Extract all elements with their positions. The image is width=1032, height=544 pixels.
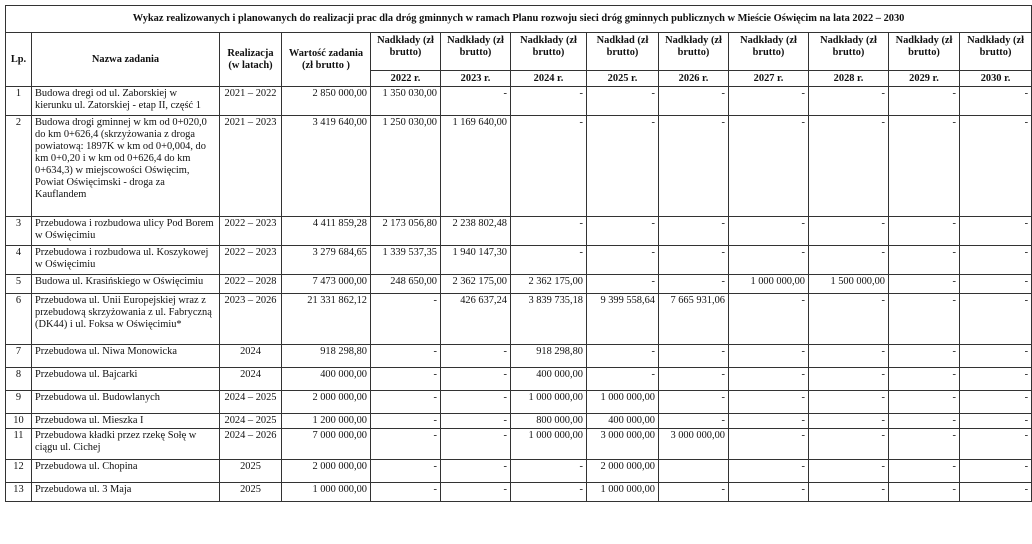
row-year-amount: - — [809, 414, 889, 429]
row-year-amount: - — [889, 294, 960, 345]
table-row — [6, 414, 1032, 429]
header-year: 2029 r. — [889, 70, 959, 86]
row-year-amount: - — [729, 294, 809, 345]
table-row — [6, 483, 1032, 502]
row-lp: 12 — [6, 460, 32, 483]
row-year-amount: - — [729, 414, 809, 429]
row-task-name: Przebudowa ul. Budowlanych — [32, 391, 220, 414]
row-year-amount: - — [809, 345, 889, 368]
row-year-amount: - — [659, 246, 729, 275]
row-realization-years: 2023 – 2026 — [220, 294, 282, 345]
row-task-name: Przebudowa ul. Bajcarki — [32, 368, 220, 391]
row-year-amount: 7 665 931,06 — [659, 294, 729, 345]
row-realization-years: 2024 – 2025 — [220, 414, 282, 429]
row-year-amount: - — [371, 429, 441, 460]
row-year-amount: - — [511, 246, 587, 275]
row-year-amount: - — [371, 460, 441, 483]
row-year-amount: - — [960, 414, 1032, 429]
table-row — [6, 87, 1032, 116]
row-year-amount: - — [659, 116, 729, 217]
row-year-amount: - — [960, 275, 1032, 294]
row-year-amount: - — [659, 483, 729, 502]
row-task-value: 3 279 684,65 — [282, 246, 371, 275]
table-row — [6, 246, 1032, 275]
header-year: 2027 r. — [729, 70, 808, 86]
row-year-amount: 1 000 000,00 — [587, 483, 659, 502]
row-task-name: Budowa ul. Krasińskiego w Oświęcimiu — [32, 275, 220, 294]
row-year-amount: - — [809, 87, 889, 116]
header-year-label: Nadkłady (zł brutto) — [820, 35, 877, 58]
header-year: 2028 r. — [809, 70, 888, 86]
row-year-amount: - — [659, 87, 729, 116]
row-year-amount: 1 000 000,00 — [729, 275, 809, 294]
row-year-amount: - — [960, 87, 1032, 116]
row-year-amount: - — [809, 116, 889, 217]
row-year-amount: - — [441, 460, 511, 483]
row-lp: 9 — [6, 391, 32, 414]
table-row — [6, 116, 1032, 217]
row-year-amount: 2 173 056,80 — [371, 217, 441, 246]
row-year-amount: 2 362 175,00 — [511, 275, 587, 294]
row-year-amount: - — [809, 368, 889, 391]
row-year-amount: - — [587, 246, 659, 275]
header-row — [6, 33, 1032, 87]
row-year-amount: - — [960, 460, 1032, 483]
row-year-amount: - — [889, 483, 960, 502]
row-year-amount: - — [587, 217, 659, 246]
row-year-amount: - — [889, 460, 960, 483]
header-nazwa: Nazwa zadania — [32, 33, 220, 87]
table-title: Wykaz realizowanych i planowanych do realizacji prac dla dróg gminnych w ramach Planu rozwoju sieci dróg gminnych publicznych w Mieście Oświęcim na lata 2022 – 2030 — [6, 6, 1032, 33]
row-year-amount: - — [889, 414, 960, 429]
row-realization-years: 2024 – 2025 — [220, 391, 282, 414]
row-year-amount: - — [659, 217, 729, 246]
header-year-label: Nadkłady (zł brutto) — [740, 35, 797, 58]
header-year-label: Nadkłady (zł brutto) — [447, 35, 504, 58]
row-year-amount: - — [441, 87, 511, 116]
row-year-amount: - — [960, 294, 1032, 345]
row-year-amount: 1 000 000,00 — [511, 429, 587, 460]
row-task-value: 2 850 000,00 — [282, 87, 371, 116]
row-lp: 4 — [6, 246, 32, 275]
row-year-amount: - — [511, 87, 587, 116]
row-year-amount: - — [659, 368, 729, 391]
row-task-value: 1 000 000,00 — [282, 483, 371, 502]
row-task-value: 400 000,00 — [282, 368, 371, 391]
row-task-value: 7 473 000,00 — [282, 275, 371, 294]
row-year-amount: - — [889, 368, 960, 391]
row-year-amount: - — [729, 391, 809, 414]
header-year-2030 — [960, 33, 1032, 87]
header-realizacja: Realizacja (w latach) — [220, 33, 282, 87]
header-year: 2022 r. — [371, 70, 440, 86]
row-year-amount: - — [889, 246, 960, 275]
row-year-amount: 1 250 030,00 — [371, 116, 441, 217]
roads-plan-table — [5, 5, 1032, 502]
header-wartosc: Wartość zadania (zł brutto ) — [282, 33, 371, 87]
row-year-amount: - — [809, 460, 889, 483]
row-year-amount: - — [371, 391, 441, 414]
row-year-amount: - — [729, 483, 809, 502]
row-task-value: 2 000 000,00 — [282, 391, 371, 414]
row-year-amount: - — [441, 391, 511, 414]
row-year-amount: 2 362 175,00 — [441, 275, 511, 294]
header-lp: Lp. — [6, 33, 32, 87]
row-lp: 2 — [6, 116, 32, 217]
row-year-amount: 1 500 000,00 — [809, 275, 889, 294]
row-year-amount: 1 169 640,00 — [441, 116, 511, 217]
table-body — [6, 87, 1032, 502]
row-year-amount: - — [587, 345, 659, 368]
row-lp: 10 — [6, 414, 32, 429]
row-lp: 1 — [6, 87, 32, 116]
row-year-amount: - — [960, 116, 1032, 217]
row-year-amount: - — [809, 246, 889, 275]
row-year-amount: - — [371, 345, 441, 368]
row-realization-years: 2024 — [220, 345, 282, 368]
row-year-amount: 918 298,80 — [511, 345, 587, 368]
row-task-value: 7 000 000,00 — [282, 429, 371, 460]
row-task-name: Przebudowa i rozbudowa ulicy Pod Borem w Oświęcimiu — [32, 217, 220, 246]
row-year-amount: - — [729, 217, 809, 246]
row-year-amount — [659, 460, 729, 483]
row-realization-years: 2025 — [220, 483, 282, 502]
row-task-value: 3 419 640,00 — [282, 116, 371, 217]
row-year-amount: - — [659, 391, 729, 414]
row-year-amount: - — [511, 217, 587, 246]
row-task-name: Przebudowa ul. Niwa Monowicka — [32, 345, 220, 368]
row-year-amount: 1 000 000,00 — [587, 391, 659, 414]
row-year-amount: - — [889, 87, 960, 116]
row-year-amount: - — [659, 275, 729, 294]
header-year-label: Nadkłady (zł brutto) — [895, 35, 953, 58]
table-row — [6, 460, 1032, 483]
row-lp: 8 — [6, 368, 32, 391]
row-task-name: Przebudowa ul. 3 Maja — [32, 483, 220, 502]
row-year-amount: - — [729, 246, 809, 275]
row-lp: 13 — [6, 483, 32, 502]
row-year-amount: 2 238 802,48 — [441, 217, 511, 246]
row-task-value: 918 298,80 — [282, 345, 371, 368]
row-lp: 5 — [6, 275, 32, 294]
row-year-amount: 400 000,00 — [511, 368, 587, 391]
row-year-amount: - — [659, 345, 729, 368]
row-lp: 7 — [6, 345, 32, 368]
row-year-amount: - — [587, 87, 659, 116]
row-year-amount: - — [889, 275, 960, 294]
row-year-amount: 2 000 000,00 — [587, 460, 659, 483]
row-task-value: 4 411 859,28 — [282, 217, 371, 246]
row-task-name: Budowa drogi gminnej w km od 0+020,0 do km 0+626,4 (skrzyżowania z droga powiatową: 1897K w km od 0+0,004, do km 0+0,20 i w km od 0+626,4 do km 0+634,3) w miejscowości Oświęcim, Powiat Oświęcimski - droga za Kauflandem — [32, 116, 220, 217]
row-year-amount: 426 637,24 — [441, 294, 511, 345]
row-year-amount: - — [511, 483, 587, 502]
header-year-label: Nadkład (zł brutto) — [596, 35, 649, 58]
header-year-2027 — [729, 33, 809, 87]
row-year-amount: 9 399 558,64 — [587, 294, 659, 345]
row-year-amount: - — [371, 483, 441, 502]
row-year-amount: 248 650,00 — [371, 275, 441, 294]
header-year: 2023 r. — [441, 70, 510, 86]
row-year-amount: 1 940 147,30 — [441, 246, 511, 275]
table-row — [6, 275, 1032, 294]
table-row — [6, 217, 1032, 246]
row-task-name: Budowa dregi od ul. Zaborskiej w kierunku ul. Zatorskiej - etap II, część 1 — [32, 87, 220, 116]
header-year: 2025 r. — [587, 70, 658, 86]
header-year-2023 — [441, 33, 511, 87]
row-realization-years: 2021 – 2022 — [220, 87, 282, 116]
row-lp: 11 — [6, 429, 32, 460]
header-year-2028 — [809, 33, 889, 87]
row-year-amount: - — [729, 345, 809, 368]
row-year-amount: 1 350 030,00 — [371, 87, 441, 116]
row-year-amount: - — [729, 429, 809, 460]
row-year-amount: - — [960, 483, 1032, 502]
row-year-amount: - — [960, 345, 1032, 368]
row-task-name: Przebudowa ul. Mieszka I — [32, 414, 220, 429]
row-task-value: 2 000 000,00 — [282, 460, 371, 483]
table-row — [6, 429, 1032, 460]
row-year-amount: - — [729, 460, 809, 483]
row-realization-years: 2022 – 2028 — [220, 275, 282, 294]
header-year-label: Nadkłady (zł brutto) — [520, 35, 577, 58]
row-year-amount: - — [659, 414, 729, 429]
header-year-label: Nadkłady (zł brutto) — [967, 35, 1024, 58]
document-sheet — [5, 5, 1029, 502]
row-year-amount: 3 000 000,00 — [587, 429, 659, 460]
row-year-amount: - — [960, 429, 1032, 460]
row-year-amount: - — [809, 391, 889, 414]
row-task-value: 1 200 000,00 — [282, 414, 371, 429]
row-year-amount: 1 339 537,35 — [371, 246, 441, 275]
row-year-amount: - — [441, 345, 511, 368]
row-year-amount: - — [960, 246, 1032, 275]
row-realization-years: 2021 – 2023 — [220, 116, 282, 217]
row-realization-years: 2024 – 2026 — [220, 429, 282, 460]
table-row — [6, 368, 1032, 391]
row-year-amount: - — [729, 87, 809, 116]
row-year-amount: - — [889, 391, 960, 414]
row-year-amount: - — [587, 116, 659, 217]
row-year-amount: - — [889, 345, 960, 368]
table-row — [6, 391, 1032, 414]
row-year-amount: - — [371, 368, 441, 391]
header-year-2022 — [371, 33, 441, 87]
row-year-amount: 3 000 000,00 — [659, 429, 729, 460]
header-year-2029 — [889, 33, 960, 87]
row-year-amount: 800 000,00 — [511, 414, 587, 429]
row-year-amount: - — [441, 483, 511, 502]
table-row — [6, 294, 1032, 345]
row-year-amount: - — [889, 217, 960, 246]
table-row — [6, 345, 1032, 368]
row-realization-years: 2022 – 2023 — [220, 217, 282, 246]
row-year-amount: - — [441, 414, 511, 429]
header-year: 2026 r. — [659, 70, 728, 86]
row-task-name: Przebudowa i rozbudowa ul. Koszykowej w Oświęcimiu — [32, 246, 220, 275]
row-year-amount: - — [371, 414, 441, 429]
row-year-amount: - — [809, 294, 889, 345]
header-year: 2024 r. — [511, 70, 586, 86]
row-year-amount: - — [729, 116, 809, 217]
header-year: 2030 r. — [960, 70, 1031, 86]
row-realization-years: 2025 — [220, 460, 282, 483]
row-year-amount: - — [809, 429, 889, 460]
row-year-amount: - — [889, 429, 960, 460]
row-year-amount: 1 000 000,00 — [511, 391, 587, 414]
header-year-2025 — [587, 33, 659, 87]
row-realization-years: 2024 — [220, 368, 282, 391]
row-year-amount: - — [960, 217, 1032, 246]
row-realization-years: 2022 – 2023 — [220, 246, 282, 275]
row-year-amount: - — [371, 294, 441, 345]
row-year-amount: - — [441, 429, 511, 460]
row-year-amount: 400 000,00 — [587, 414, 659, 429]
row-year-amount: - — [960, 391, 1032, 414]
row-year-amount: - — [960, 368, 1032, 391]
row-year-amount: - — [511, 116, 587, 217]
row-year-amount: - — [729, 368, 809, 391]
row-lp: 6 — [6, 294, 32, 345]
header-year-label: Nadkłady (zł brutto) — [377, 35, 434, 58]
row-year-amount: - — [889, 116, 960, 217]
row-year-amount: - — [587, 368, 659, 391]
row-year-amount: - — [587, 275, 659, 294]
row-task-value: 21 331 862,12 — [282, 294, 371, 345]
header-year-2024 — [511, 33, 587, 87]
row-year-amount: - — [809, 483, 889, 502]
header-year-2026 — [659, 33, 729, 87]
row-task-name: Przebudowa kładki przez rzekę Sołę w ciągu ul. Cichej — [32, 429, 220, 460]
row-task-name: Przebudowa ul. Chopina — [32, 460, 220, 483]
header-year-label: Nadkłady (zł brutto) — [665, 35, 722, 58]
row-task-name: Przebudowa ul. Unii Europejskiej wraz z przebudową skrzyżowania z ul. Fabryczną (DK44) i ul. Foksa w Oświęcimiu* — [32, 294, 220, 345]
row-year-amount: 3 839 735,18 — [511, 294, 587, 345]
row-year-amount: - — [441, 368, 511, 391]
row-year-amount: - — [511, 460, 587, 483]
row-year-amount: - — [809, 217, 889, 246]
row-lp: 3 — [6, 217, 32, 246]
